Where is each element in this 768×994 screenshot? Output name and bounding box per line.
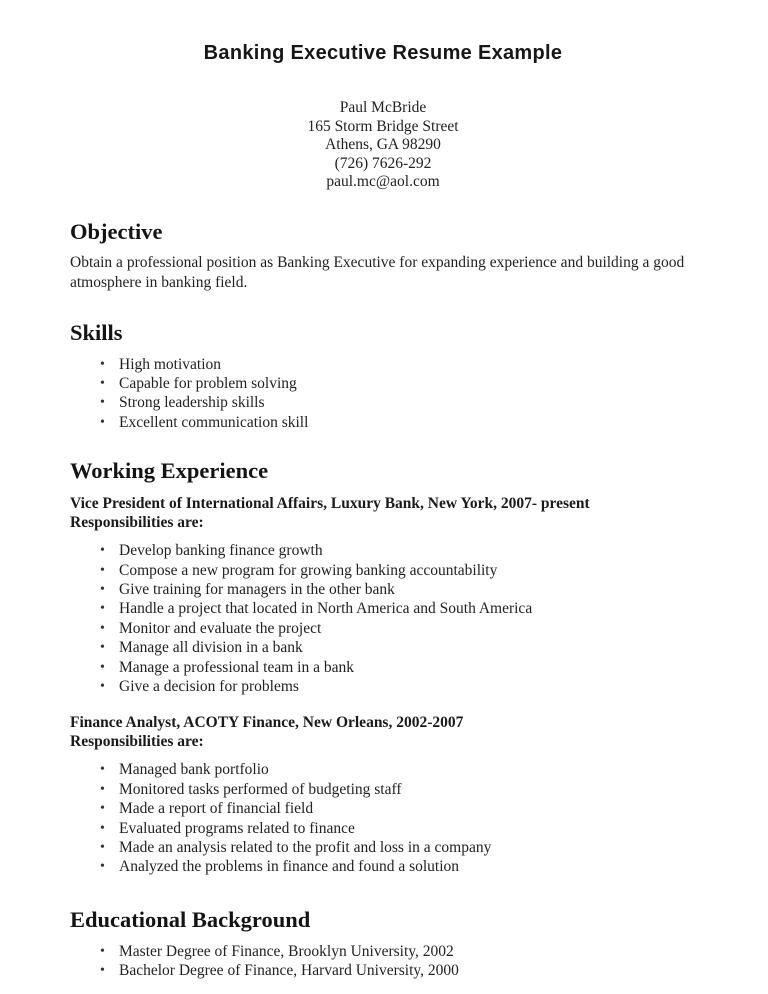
responsibility-item: • Made a report of financial field: [100, 799, 696, 818]
contact-phone: (726) 7626-292: [334, 154, 432, 172]
responsibility-item: • Handle a project that located in North America and South America: [100, 599, 696, 618]
responsibility-item: • Analyzed the problems in finance and found a solution: [100, 857, 696, 876]
responsibility-item: • Give a decision for problems: [100, 677, 696, 696]
job-entry: [70, 494, 696, 696]
page-title: Banking Executive Resume Example: [203, 42, 563, 64]
responsibility-item: • Develop banking finance growth: [100, 541, 696, 560]
responsibility-item: • Monitor and evaluate the project: [100, 619, 696, 638]
contact-email: paul.mc@aol.com: [326, 173, 440, 190]
objective-text: Obtain a professional position as Banking Executive for expanding experience and building a good atmosphere in banking field.: [70, 253, 685, 291]
responsibility-item: • Monitored tasks performed of budgeting staff: [100, 780, 696, 799]
contact-name: Paul McBride: [339, 99, 427, 116]
objective-heading: Objective: [70, 218, 163, 244]
job-entry: [70, 713, 696, 876]
job-responsibilities-label: Responsibilities are:: [70, 514, 204, 532]
skill-item: • Strong leadership skills: [100, 393, 696, 412]
skills-list: [70, 355, 696, 433]
education-item: • Master Degree of Finance, Brooklyn University, 2002: [100, 942, 696, 961]
responsibility-item: • Manage a professional team in a bank: [100, 658, 696, 677]
experience-heading: Working Experience: [70, 458, 269, 484]
responsibility-item: • Compose a new program for growing banking accountability: [100, 561, 696, 580]
skills-heading: Skills: [70, 319, 123, 345]
job-responsibilities-label: Responsibilities are:: [70, 733, 204, 751]
job-responsibilities-list: [70, 760, 696, 876]
job-title: Vice President of International Affairs, Luxury Bank, New York, 2007- present: [70, 495, 590, 513]
responsibility-item: • Evaluated programs related to finance: [100, 819, 696, 838]
responsibility-item: • Manage all division in a bank: [100, 638, 696, 657]
education-list: [70, 942, 696, 981]
contact-block: [70, 99, 696, 192]
responsibility-item: • Give training for managers in the other bank: [100, 580, 696, 599]
education-heading: Educational Background: [70, 906, 311, 932]
contact-street: 165 Storm Bridge Street: [307, 117, 459, 135]
job-responsibilities-list: [70, 541, 696, 696]
responsibility-item: • Made an analysis related to the profit and loss in a company: [100, 838, 696, 857]
skill-item: • High motivation: [100, 355, 696, 374]
responsibility-item: • Managed bank portfolio: [100, 760, 696, 779]
education-item: • Bachelor Degree of Finance, Harvard University, 2000: [100, 961, 696, 980]
skill-item: • Excellent communication skill: [100, 413, 696, 432]
job-title: Finance Analyst, ACOTY Finance, New Orleans, 2002-2007: [70, 714, 464, 732]
skill-item: • Capable for problem solving: [100, 374, 696, 393]
contact-city-state-zip: Athens, GA 98290: [325, 136, 441, 153]
